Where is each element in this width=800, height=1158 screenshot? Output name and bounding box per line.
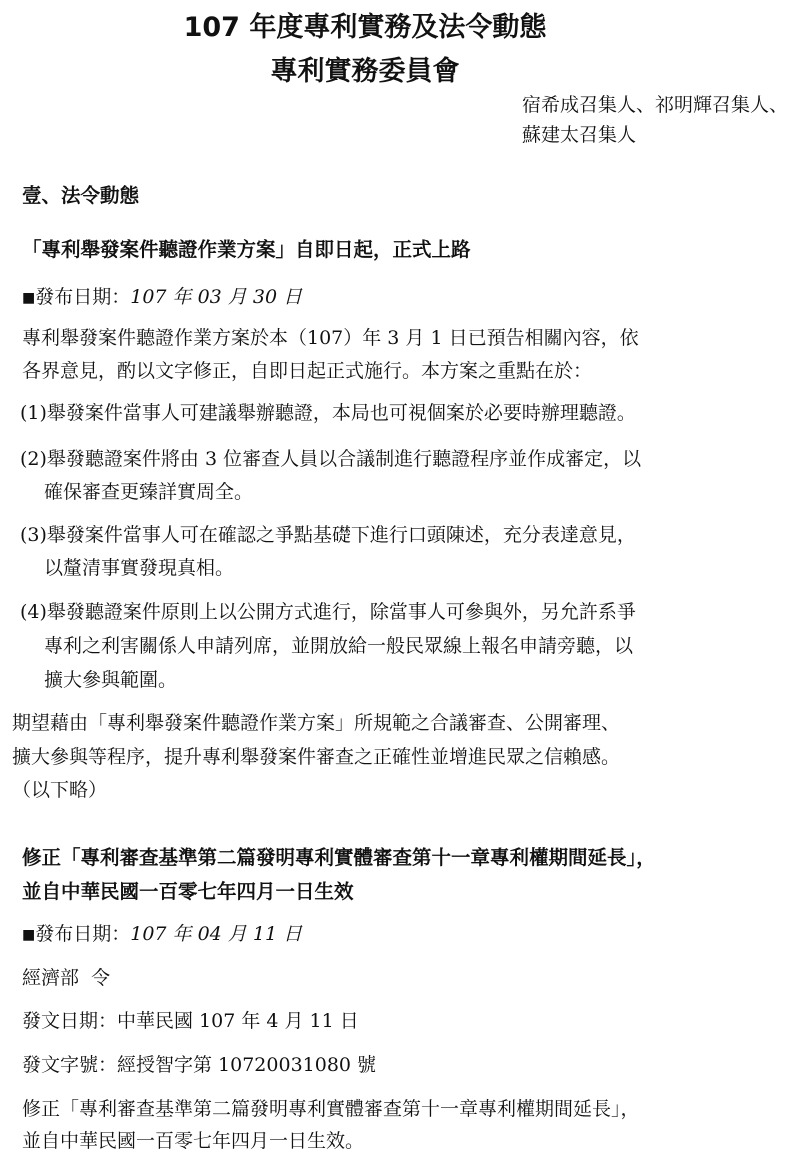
list-item-4-cont: 專利之利害關係人申請列席，並開放給一般民眾線上報名申請旁聽，以: [44, 635, 634, 657]
article1-headline: 「專利舉發案件聽證作業方案」自即日起，正式上路: [22, 238, 471, 261]
document-title: 107 年度專利實務及法令動態: [183, 12, 547, 43]
document-number: 發文字號：經授智字第 10720031080 號: [22, 1054, 377, 1076]
list-item-1: (1)舉發案件當事人可建議舉辦聽證，本局也可視個案於必要時辦理聽證。: [20, 402, 636, 424]
article1-publish-date: [22, 280, 302, 315]
bullet-square-icon: ■: [22, 927, 36, 943]
list-item-3: (3)舉發案件當事人可在確認之爭點基礎下進行口頭陳述，充分表達意見，: [20, 524, 636, 546]
bullet-square-icon: ■: [22, 290, 36, 306]
closing-line: 擴大參與等程序，提升專利舉發案件審查之正確性並增進民眾之信賴感。: [12, 746, 621, 768]
list-item-4-cont: 擴大參與範圍。: [44, 669, 178, 691]
section-heading: 壹、法令動態: [22, 184, 140, 207]
list-item-3-cont: 以釐清事實發現真相。: [44, 557, 235, 579]
date-label: 發布日期：: [35, 923, 131, 945]
article2-headline-cont: 並自中華民國一百零七年四月一日生效: [22, 880, 354, 903]
paragraph-line: 修正「專利審查基準第二篇發明專利實體審查第十一章專利權期間延長」，: [22, 1098, 640, 1120]
closing-line: 期望藉由「專利舉發案件聽證作業方案」所規範之合議審查、公開審理、: [12, 712, 621, 734]
issuer: 經濟部 令: [22, 967, 111, 989]
conveners-line: 宿希成召集人、祁明輝召集人、: [522, 94, 789, 116]
list-item-2: (2)舉發聽證案件將由 3 位審查人員以合議制進行聽證程序並作成審定，以: [20, 448, 642, 470]
paragraph-line: 專利舉發案件聽證作業方案於本（107）年 3 月 1 日已預告相關內容，依: [22, 327, 639, 349]
issue-date: 發文日期：中華民國 107 年 4 月 11 日: [22, 1010, 359, 1032]
date-value: 107 年 04 月 11 日: [130, 923, 303, 945]
committee-name: 專利實務委員會: [270, 56, 460, 87]
conveners: [522, 90, 800, 150]
date-value: 107 年 03 月 30 日: [130, 286, 303, 308]
date-label: 發布日期：: [35, 286, 131, 308]
paragraph-line: 並自中華民國一百零七年四月一日生效。: [22, 1130, 365, 1152]
paragraph-line: 各界意見，酌以文字修正，自即日起正式施行。本方案之重點在於：: [22, 360, 593, 382]
conveners-line: 蘇建太召集人: [522, 124, 637, 146]
article2-headline: 修正「專利審查基準第二篇發明專利實體審查第十一章專利權期間延長」，: [22, 846, 656, 869]
list-item-2-cont: 確保審查更臻詳實周全。: [44, 481, 254, 503]
omitted-note: （以下略）: [12, 779, 108, 801]
article2-publish-date: [22, 917, 302, 952]
list-item-4: (4)舉發聽證案件原則上以公開方式進行，除當事人可參與外，另允許系爭: [20, 601, 636, 623]
